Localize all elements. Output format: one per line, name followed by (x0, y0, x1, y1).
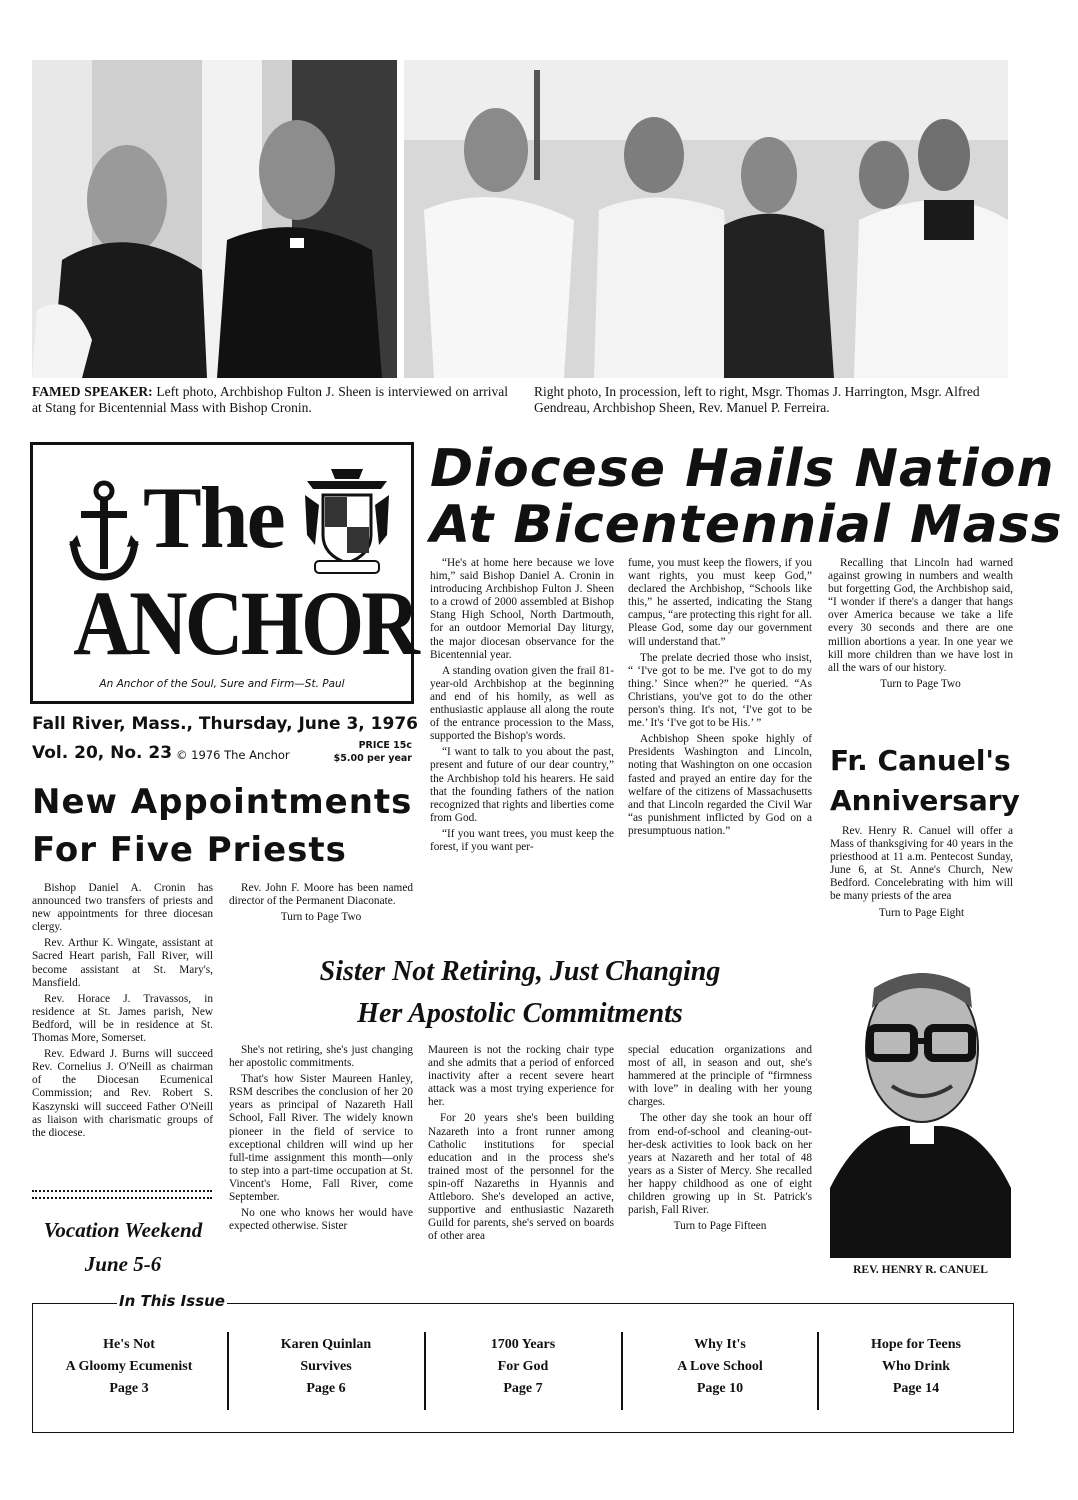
masthead-the: The (143, 470, 284, 567)
in-this-issue-box (32, 1292, 1014, 1433)
main-p2: A standing ovation given the frail 81-year-old Archbishop at the beginning and end of his homily, as well as enthusiastic applause all along the route of the entrance procession to the Mass, supported the Bishop's words. (430, 664, 614, 743)
issue-item-5[interactable] (826, 1334, 1006, 1400)
issue-item-2-line1: Karen Quinlan (280, 1337, 372, 1352)
appt-turn[interactable]: Turn to Page Two (280, 911, 362, 924)
photo-caption-left (32, 384, 508, 416)
caption-left-text: Left photo, Archbishop Fulton J. Sheen is interviewed on arrival at Stang for Bicentennial Mass with Bishop Cronin. (32, 384, 508, 415)
masthead-name: ANCHOR (73, 572, 418, 674)
issue-item-1[interactable] (39, 1334, 219, 1400)
sister-p2: That's how Sister Maureen Hanley, RSM describes the conclusion of her 20 years as principal of Nazareth Hall School, Fall River. The widely known pioneer in the field of service to exceptional children will wind up her full-time assignment this month—only to step into a part-time occupation at St. Vincent's Home, Fall River, come September. (229, 1073, 413, 1204)
appt-p3: Rev. Horace J. Travassos, in residence at St. James parish, New Bedford, will be in residence at St. Thomas More, Somerset. (32, 992, 213, 1045)
sister-col1 (229, 1044, 413, 1236)
issue-item-3-line1: 1700 Years (490, 1337, 556, 1352)
appt-p2: Rev. Arthur K. Wingate, assistant at Sacred Heart parish, Fall River, will become assistant at St. Mary's, Mansfield. (32, 937, 213, 989)
appt-p1: Bishop Daniel A. Cronin has announced two transfers of priests and new appointments for three diocesan clergy. (32, 882, 213, 934)
sister-turn[interactable]: Turn to Page Fifteen (673, 1220, 767, 1233)
issue-item-5-line1: Hope for Teens (871, 1337, 961, 1352)
coat-of-arms-icon (301, 465, 393, 577)
issue-item-3-line2: For God (497, 1359, 549, 1374)
sister-p4: Maureen is not the rocking chair type and she admits that a period of enforced inactivity after a recent severe heart attack was a most trying experience for her. (428, 1044, 614, 1109)
issue-item-3[interactable] (433, 1334, 613, 1400)
main-turn[interactable]: Turn to Page Two (880, 677, 961, 690)
sister-p7: The other day she took an hour off from end-of-school and cleaning-out-her-desk activities to look back on her years at Nazareth and her total of 48 years as a Sister of Mercy. She recalled her happy childhood as one of eight children growing up in St. Patrick's parish, Fall River. (628, 1112, 812, 1217)
sister-col2 (428, 1044, 614, 1246)
appointments-col2 (229, 882, 413, 927)
copyright: © 1976 The Anchor (176, 748, 290, 762)
vocation-line2: June 5-6 (84, 1252, 162, 1276)
sister-p3: No one who knows her would have expected otherwise. Sister (229, 1207, 413, 1233)
divider (32, 1190, 212, 1199)
issue-item-4-page: Page 10 (696, 1381, 744, 1396)
sister-p6: special education organizations and most of all, in season and out, she's hammered at the principle of “firmness with love” in dealing with her young charges. (628, 1044, 812, 1109)
issue-separator (817, 1332, 819, 1410)
appt-p4: Rev. Edward J. Burns will succeed Rev. Cornelius J. O'Neill as chairman of the Diocesan Ecumenical Commission; and Rev. Robert S. Kaszynski will succeed Father O'Neill as liaison with charismatic groups of the diocese. (32, 1048, 213, 1139)
issue-item-4-line2: A Love School (677, 1359, 763, 1374)
canuel-body (830, 825, 1013, 923)
caption-label: FAMED SPEAKER: (32, 384, 153, 399)
in-this-issue-title: In This Issue (119, 1292, 225, 1310)
main-p3: “I want to talk to you about the past, present and future of our dear country,” the Archbishop told his hearers. He said that the founding fathers of the nation recognized that rights and liberties come from God. (430, 746, 614, 824)
main-p7: Achbishop Sheen spoke highly of Presidents Washington and Lincoln, noting that Washington on one occasion fasted and prayed an entire day for the welfare of the citizens of Massachusetts and that Lincoln regarded the Civil War “as punishment inflicted by God on a presumptuous nation.” (628, 733, 812, 837)
issue-separator (621, 1332, 623, 1410)
issue-item-1-page: Page 3 (109, 1381, 149, 1396)
caption-right-text: Right photo, In procession, left to right, Msgr. Thomas J. Harrington, Msgr. Alfred Gendreau, Archbishop Sheen, Rev. Manuel P. Ferreira. (534, 384, 980, 415)
appt-p5: Rev. John F. Moore has been named director of the Permanent Diaconate. (229, 882, 413, 908)
issue-item-3-page: Page 7 (503, 1381, 543, 1396)
anchor-icon (69, 479, 139, 583)
issue-item-2-page: Page 6 (306, 1381, 346, 1396)
sister-p1: She's not retiring, she's just changing her apostolic commitments. (229, 1044, 413, 1070)
canuel-turn[interactable]: Turn to Page Eight (878, 906, 965, 919)
masthead (30, 442, 418, 704)
main-p1: “He's at home here because we love him,” said Bishop Daniel A. Cronin in introducing Archbishop Fulton J. Sheen to a crowd of 2000 assembled at Bishop Stang High School, North Dartmouth, for an outdoor Memorial Day liturgy, the major diocesan observance for the Bicentennial year. (430, 557, 614, 661)
appointments-col1 (32, 882, 213, 1143)
canuel-headline-line1: Fr. Canuel's (830, 744, 1011, 777)
subscription: $5.00 per year (333, 753, 412, 764)
main-p5: fume, you must keep the flowers, if you want rights, you must keep God,” declared the Archbishop, “Schools like this,” he asserted, indicating the Stang campus, “are protecting this right for all. Please God, some day our government will understand that.” (628, 557, 812, 648)
issue-item-5-page: Page 14 (892, 1381, 940, 1396)
sister-p5: For 20 years she's been building Nazareth into a front runner among Catholic institutions for special education and in the process she's trained most of the personnel for the spin-off Nazareths in Hyannis and Attleboro. She's developed an active, supportive and enthusiastic Nazareth Guild for parents, she's served on boards of other area (428, 1112, 614, 1243)
main-story-col1 (430, 557, 614, 857)
main-p4: “If you want trees, you must keep the forest, if you want per- (430, 827, 614, 853)
main-p6: The prelate decried those who insist, “ ‘I've got to be me. I've got to do my thing.’ Since when?” he queried. “As Christians, you've got to do the other person's thing. It's not, ‘I've got to be me.’ It's ‘I've got to be His.’ ” (628, 651, 812, 730)
canuel-text: Rev. Henry R. Canuel will offer a Mass of thanksgiving for 40 years in the priesthood at 11 a.m. Pentecost Sunday, June 6, at St. Anne's Church, New Bedford. Concelebrating with him will be many priests of the area (830, 825, 1013, 903)
main-story-col2 (628, 557, 812, 841)
issue-item-2[interactable] (236, 1334, 416, 1400)
main-story-col3 (828, 557, 1013, 694)
issue-item-2-line2: Survives (300, 1359, 352, 1374)
volume-line: Vol. 20, No. 23 (32, 743, 173, 763)
photo-procession (404, 60, 1008, 378)
price: PRICE 15c (358, 740, 412, 751)
photo-caption-right (534, 384, 1014, 416)
canuel-photo-caption: REV. HENRY R. CANUEL (853, 1264, 988, 1276)
issue-item-5-line2: Who Drink (881, 1359, 951, 1374)
issue-item-4-line1: Why It's (694, 1337, 746, 1352)
issue-item-1-line2: A Gloomy Ecumenist (65, 1359, 193, 1374)
main-headline-line2: At Bicentennial Mass (430, 495, 1063, 555)
issue-separator (424, 1332, 426, 1410)
issue-separator (227, 1332, 229, 1410)
masthead-motto: An Anchor of the Soul, Sure and Firm—St. Paul (99, 678, 345, 690)
photo-canuel (830, 958, 1011, 1258)
vocation-line1: Vocation Weekend (43, 1218, 203, 1242)
date-line: Fall River, Mass., Thursday, June 3, 1976 (32, 714, 418, 734)
photo-sheen-cronin (32, 60, 397, 378)
sister-headline-line2: Her Apostolic Commitments (357, 998, 683, 1029)
appointments-headline-line1: New Appointments (32, 782, 413, 822)
main-p8: Recalling that Lincoln had warned against growing in numbers and wealth but forgetting God, the Archbishop said, “I wonder if there's a danger that hangs over America because we take a life every 30 seconds and there are one million abortions a year. In one year we kill more children than we have lost in all the wars of our history. (828, 557, 1013, 674)
sister-col3 (628, 1044, 812, 1236)
main-headline-line1: Diocese Hails Nation (430, 439, 1055, 499)
appointments-headline-line2: For Five Priests (32, 830, 347, 870)
issue-item-4[interactable] (630, 1334, 810, 1400)
issue-item-1-line1: He's Not (103, 1337, 155, 1352)
canuel-headline-line2: Anniversary (830, 784, 1020, 817)
sister-headline-line1: Sister Not Retiring, Just Changing (319, 956, 721, 987)
